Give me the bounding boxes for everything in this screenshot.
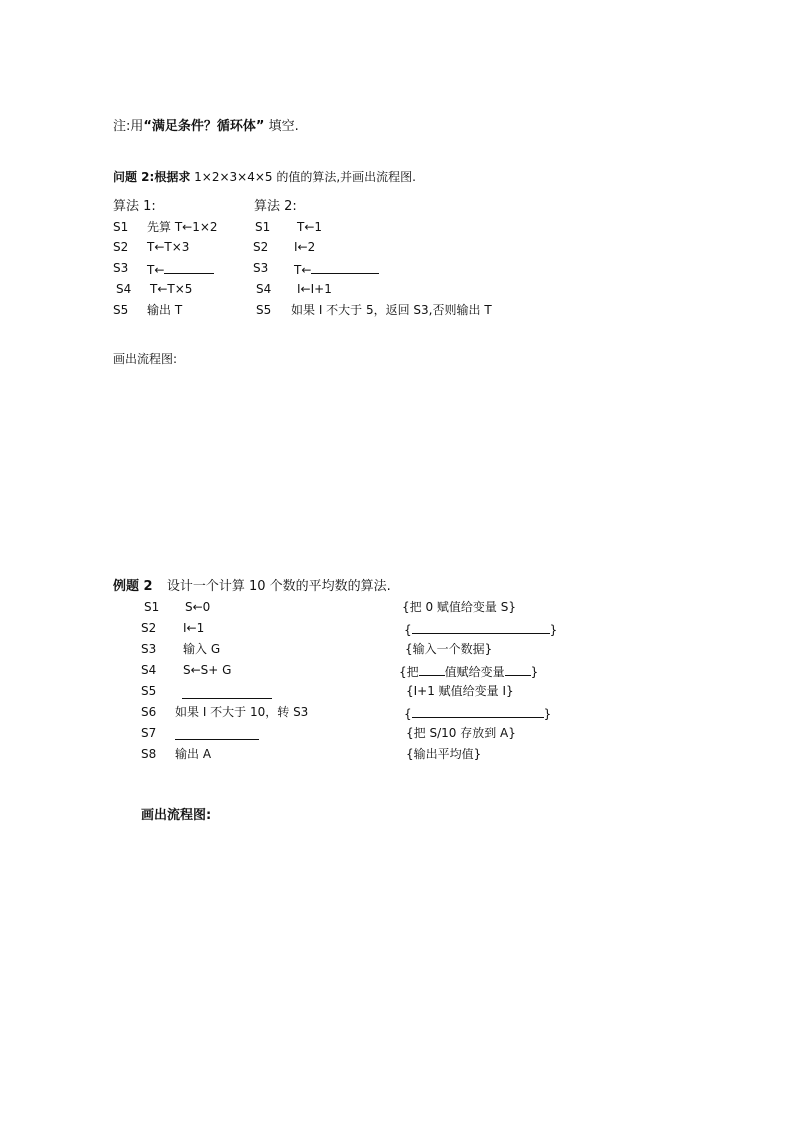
fill-blank	[164, 262, 214, 274]
problem2-label: 问题 2:	[113, 170, 155, 184]
example2-step-label: S4	[141, 663, 157, 677]
example2-comment-blanks	[399, 664, 538, 678]
example2-comment: {把 S/10 存放到 A}	[406, 726, 516, 740]
example2-title	[113, 580, 391, 593]
note-prefix: 注:用	[113, 119, 144, 134]
example2-step-blank	[182, 686, 272, 702]
alg2-step-label: S2	[253, 240, 269, 254]
example2-title-text: 设计一个计算 10 个数的平均数的算法.	[166, 579, 391, 594]
alg1-step-text: 先算 T←1×2	[147, 220, 218, 234]
example2-step-text: 如果 I 不大于 10，转 S3	[175, 705, 309, 719]
alg2-step-label: S5	[256, 303, 272, 317]
alg1-step-text: 输出 T	[147, 303, 183, 317]
alg2-step-text-with-blank	[294, 262, 379, 276]
fill-blank	[412, 622, 550, 634]
example2-step-label: S1	[144, 600, 160, 614]
alg2-title: 算法 2:	[254, 199, 297, 214]
example2-step-label: S5	[141, 684, 157, 698]
alg1-step-label: S2	[113, 240, 129, 254]
draw-flowchart-label: 画出流程图:	[141, 808, 212, 823]
fill-blank	[412, 706, 544, 718]
example2-step-text: 输出 A	[175, 747, 212, 761]
comment-open: {	[404, 707, 412, 721]
alg1-step-label: S1	[113, 220, 129, 234]
problem2-title-rest: 1×2×3×4×5 的值的算法,并画出流程图.	[190, 170, 416, 184]
fill-blank	[175, 728, 259, 740]
comment-part: 值赋给变量	[444, 665, 505, 679]
comment-close: }	[549, 623, 558, 637]
note-quoted: “满足条件？循环体”	[143, 119, 265, 134]
alg1-step-label: S4	[116, 282, 132, 296]
problem2-title	[113, 171, 416, 183]
alg1-step-text-with-blank	[147, 262, 214, 276]
example2-step-label: S7	[141, 726, 157, 740]
alg2-step-text: I←I+1	[297, 282, 332, 296]
example2-step-text: S←S+ G	[183, 663, 232, 677]
alg2-step-text: T←1	[297, 220, 323, 234]
alg2-step-label: S4	[256, 282, 272, 296]
example2-comment: {输入一个数据}	[405, 642, 493, 656]
note-line	[113, 120, 299, 133]
alg1-step-text: T←T×3	[147, 240, 190, 254]
example2-step-blank	[175, 727, 259, 743]
fill-blank	[311, 262, 379, 274]
example2-comment: {输出平均值}	[406, 747, 482, 761]
fill-blank	[419, 664, 445, 676]
example2-label: 例题 2	[113, 579, 153, 594]
example2-step-text: S←0	[185, 600, 211, 614]
example2-comment: {把 0 赋值给变量 S}	[402, 600, 516, 614]
comment-close: }	[543, 707, 552, 721]
example2-step-text: 输入 G	[183, 642, 221, 656]
example2-comment-blank	[404, 706, 551, 720]
problem2-title-bold: 根据求	[154, 170, 191, 184]
comment-part: }	[530, 665, 539, 679]
example2-comment: {I+1 赋值给变量 I}	[406, 684, 514, 698]
alg1-title: 算法 1:	[113, 199, 156, 214]
alg2-step-label: S3	[253, 261, 269, 275]
comment-part: {把	[399, 665, 419, 679]
alg1-step-text: T←	[147, 263, 165, 277]
draw-flowchart-label: 画出流程图:	[113, 352, 178, 366]
example2-step-label: S8	[141, 747, 157, 761]
alg2-step-text: T←	[294, 263, 312, 277]
fill-blank	[182, 687, 272, 699]
alg2-step-label: S1	[255, 220, 271, 234]
example2-comment-blank	[404, 622, 557, 636]
example2-step-text: I←1	[183, 621, 205, 635]
alg1-step-label: S5	[113, 303, 129, 317]
comment-open: {	[404, 623, 412, 637]
fill-blank	[505, 664, 531, 676]
example2-step-label: S2	[141, 621, 157, 635]
alg1-step-label: S3	[113, 261, 129, 275]
alg2-step-text: I←2	[294, 240, 316, 254]
alg1-step-text: T←T×5	[150, 282, 193, 296]
note-suffix: 填空.	[268, 119, 299, 134]
example2-step-label: S6	[141, 705, 157, 719]
example2-step-label: S3	[141, 642, 157, 656]
alg2-step-text: 如果 I 不大于 5，返回 S3,否则输出 T	[291, 303, 492, 317]
